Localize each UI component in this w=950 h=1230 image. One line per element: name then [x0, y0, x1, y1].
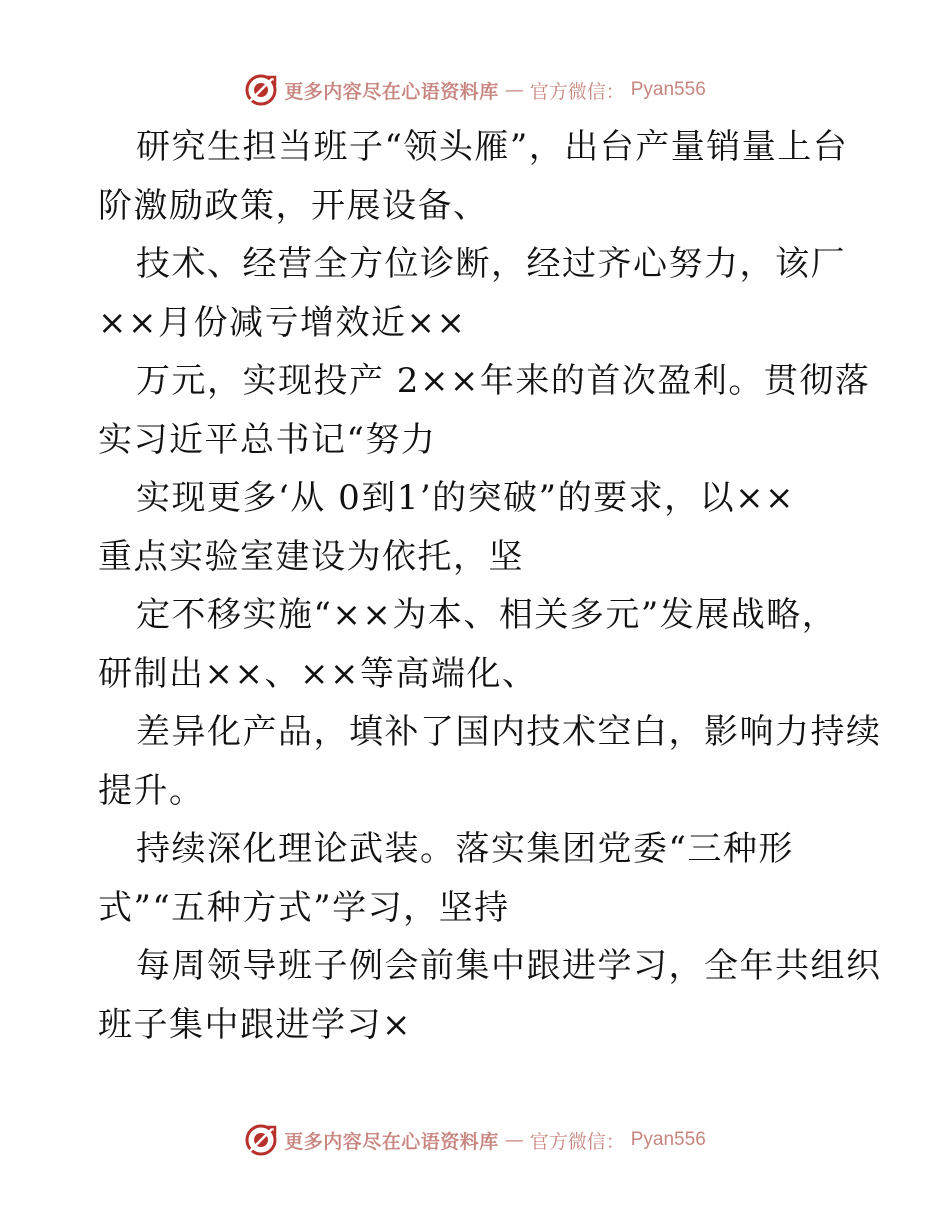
body-line: 研究生担当班子“领头雁”，出台产量销量上台	[136, 127, 849, 167]
banner-text: 更多内容尽在心语资料库	[284, 1130, 499, 1153]
banner-text: 更多内容尽在心语资料库	[284, 80, 499, 103]
body-line: 研制出××、××等高端化、	[98, 653, 538, 694]
body-line: 每周领导班子例会前集中跟进学习，全年共组织	[136, 946, 882, 986]
document-body	[98, 118, 882, 1054]
header-banner	[0, 70, 950, 110]
body-line: 持续深化理论武装。落实集团党委“三种形	[136, 829, 794, 869]
body-line: 提升。	[98, 770, 205, 811]
body-line: 定不移实施“××为本、相关多元”发展战略，	[136, 595, 838, 635]
banner-dash: —	[504, 79, 524, 101]
body-line: 班子集中跟进学习×	[98, 1004, 412, 1045]
body-line: 实现更多‘从 0到1’的突破”的要求，以××	[136, 478, 796, 518]
body-line: 技术、经营全方位诊断，经过齐心努力，该厂	[136, 244, 846, 284]
banner-wechat-id: Pyan556	[630, 1129, 706, 1150]
body-line: 差异化产品，填补了国内技术空白，影响力持续	[136, 712, 882, 752]
banner-label: 官方微信：	[529, 1130, 625, 1153]
banner-wechat-id: Pyan556	[630, 79, 706, 100]
brand-logo-icon	[244, 1123, 278, 1157]
body-line: 式”“五种方式”学习，坚持	[98, 887, 510, 928]
body-line: 重点实验室建设为依托，坚	[98, 536, 524, 577]
body-line: 实习近平总书记“努力	[98, 419, 437, 460]
body-line: ××月份减亏增效近××	[98, 302, 467, 343]
body-line: 万元，实现投产 2××年来的首次盈利。贯彻落	[136, 361, 871, 401]
banner-label: 官方微信：	[529, 80, 625, 103]
footer-banner	[0, 1120, 950, 1160]
body-line: 阶激励政策，开展设备、	[98, 185, 489, 226]
banner-dash: —	[504, 1129, 524, 1151]
brand-logo-icon	[244, 73, 278, 107]
